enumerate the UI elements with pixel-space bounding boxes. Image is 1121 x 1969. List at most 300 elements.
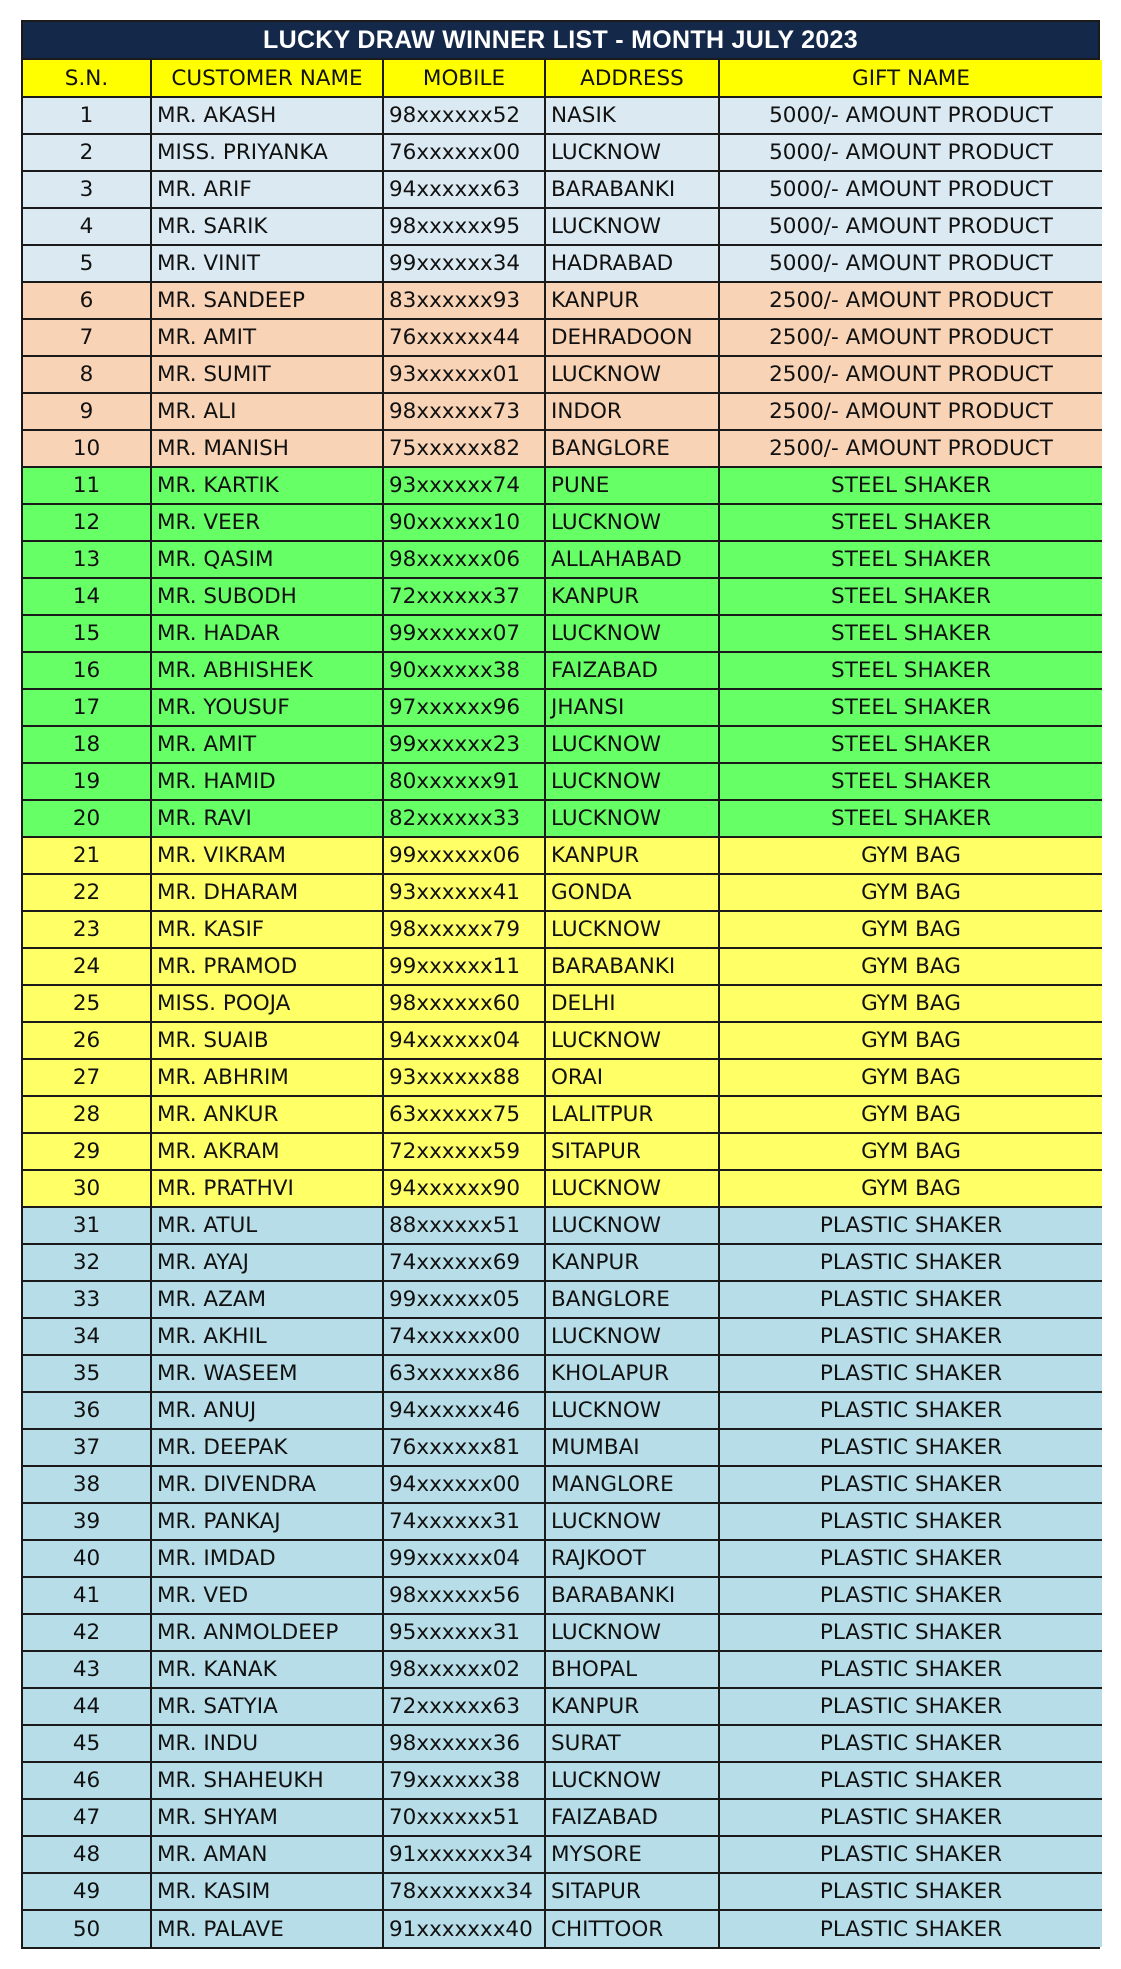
cell-address: LUCKNOW — [545, 1318, 719, 1355]
cell-gift-name: STEEL SHAKER — [719, 763, 1102, 800]
cell-mobile: 83xxxxxx93 — [383, 282, 545, 319]
cell-mobile: 99xxxxxx34 — [383, 245, 545, 282]
table-row — [23, 1392, 1102, 1429]
cell-mobile: 94xxxxxx63 — [383, 171, 545, 208]
cell-sn: 5 — [23, 245, 151, 282]
cell-mobile: 74xxxxxx00 — [383, 1318, 545, 1355]
table-row — [23, 1466, 1102, 1503]
cell-sn: 24 — [23, 948, 151, 985]
cell-customer-name: MR. AZAM — [151, 1281, 383, 1318]
cell-mobile: 99xxxxxx04 — [383, 1540, 545, 1577]
table-row — [23, 911, 1102, 948]
cell-gift-name: GYM BAG — [719, 1096, 1102, 1133]
cell-mobile: 97xxxxxx96 — [383, 689, 545, 726]
cell-customer-name: MR. ARIF — [151, 171, 383, 208]
cell-sn: 4 — [23, 208, 151, 245]
cell-mobile: 93xxxxxx41 — [383, 874, 545, 911]
cell-mobile: 94xxxxxx00 — [383, 1466, 545, 1503]
table-row — [23, 1540, 1102, 1577]
cell-address: JHANSI — [545, 689, 719, 726]
cell-address: LUCKNOW — [545, 356, 719, 393]
cell-customer-name: MR. IMDAD — [151, 1540, 383, 1577]
cell-mobile: 74xxxxxx69 — [383, 1244, 545, 1281]
cell-customer-name: MR. SARIK — [151, 208, 383, 245]
cell-gift-name: STEEL SHAKER — [719, 467, 1102, 504]
table-row — [23, 393, 1102, 430]
cell-sn: 26 — [23, 1022, 151, 1059]
cell-gift-name: PLASTIC SHAKER — [719, 1910, 1102, 1947]
cell-gift-name: 2500/- AMOUNT PRODUCT — [719, 356, 1102, 393]
cell-customer-name: MR. YOUSUF — [151, 689, 383, 726]
cell-gift-name: 5000/- AMOUNT PRODUCT — [719, 97, 1102, 134]
cell-sn: 31 — [23, 1207, 151, 1244]
cell-address: INDOR — [545, 393, 719, 430]
cell-customer-name: MR. DHARAM — [151, 874, 383, 911]
cell-gift-name: PLASTIC SHAKER — [719, 1762, 1102, 1799]
cell-mobile: 88xxxxxx51 — [383, 1207, 545, 1244]
table-row — [23, 282, 1102, 319]
cell-gift-name: PLASTIC SHAKER — [719, 1614, 1102, 1651]
cell-customer-name: MR. QASIM — [151, 541, 383, 578]
cell-sn: 9 — [23, 393, 151, 430]
cell-mobile: 98xxxxxx60 — [383, 985, 545, 1022]
cell-gift-name: PLASTIC SHAKER — [719, 1244, 1102, 1281]
table-row — [23, 97, 1102, 134]
cell-mobile: 63xxxxxx75 — [383, 1096, 545, 1133]
cell-mobile: 91xxxxxxx40 — [383, 1910, 545, 1947]
winner-list-sheet — [21, 20, 1100, 1949]
cell-mobile: 79xxxxxx38 — [383, 1762, 545, 1799]
cell-sn: 28 — [23, 1096, 151, 1133]
cell-gift-name: PLASTIC SHAKER — [719, 1429, 1102, 1466]
cell-mobile: 98xxxxxx52 — [383, 97, 545, 134]
cell-sn: 17 — [23, 689, 151, 726]
table-row — [23, 134, 1102, 171]
cell-gift-name: PLASTIC SHAKER — [719, 1318, 1102, 1355]
cell-gift-name: GYM BAG — [719, 1170, 1102, 1207]
cell-gift-name: 5000/- AMOUNT PRODUCT — [719, 171, 1102, 208]
cell-address: MUMBAI — [545, 1429, 719, 1466]
cell-mobile: 99xxxxxx23 — [383, 726, 545, 763]
cell-address: KANPUR — [545, 1688, 719, 1725]
cell-customer-name: MR. SHYAM — [151, 1799, 383, 1836]
cell-customer-name: MR. AMAN — [151, 1836, 383, 1873]
cell-mobile: 82xxxxxx33 — [383, 800, 545, 837]
cell-sn: 12 — [23, 504, 151, 541]
cell-customer-name: MR. AKHIL — [151, 1318, 383, 1355]
cell-sn: 1 — [23, 97, 151, 134]
cell-mobile: 99xxxxxx07 — [383, 615, 545, 652]
table-row — [23, 1022, 1102, 1059]
cell-gift-name: 5000/- AMOUNT PRODUCT — [719, 245, 1102, 282]
cell-sn: 21 — [23, 837, 151, 874]
table-row — [23, 504, 1102, 541]
table-row — [23, 1429, 1102, 1466]
cell-customer-name: MR. KANAK — [151, 1651, 383, 1688]
cell-customer-name: MR. PANKAJ — [151, 1503, 383, 1540]
header-customer-name: CUSTOMER NAME — [151, 60, 383, 97]
cell-sn: 18 — [23, 726, 151, 763]
cell-customer-name: MR. ATUL — [151, 1207, 383, 1244]
cell-sn: 33 — [23, 1281, 151, 1318]
table-row — [23, 1318, 1102, 1355]
cell-customer-name: MR. KASIM — [151, 1873, 383, 1910]
cell-gift-name: PLASTIC SHAKER — [719, 1540, 1102, 1577]
cell-address: LUCKNOW — [545, 1503, 719, 1540]
cell-gift-name: GYM BAG — [719, 837, 1102, 874]
cell-address: FAIZABAD — [545, 1799, 719, 1836]
cell-sn: 20 — [23, 800, 151, 837]
table-row — [23, 171, 1102, 208]
header-gift-name: GIFT NAME — [719, 60, 1102, 97]
cell-sn: 22 — [23, 874, 151, 911]
cell-gift-name: 2500/- AMOUNT PRODUCT — [719, 319, 1102, 356]
cell-address: ALLAHABAD — [545, 541, 719, 578]
cell-gift-name: PLASTIC SHAKER — [719, 1503, 1102, 1540]
cell-gift-name: STEEL SHAKER — [719, 615, 1102, 652]
cell-mobile: 95xxxxxx31 — [383, 1614, 545, 1651]
cell-gift-name: PLASTIC SHAKER — [719, 1392, 1102, 1429]
table-row — [23, 800, 1102, 837]
cell-address: LUCKNOW — [545, 208, 719, 245]
cell-sn: 37 — [23, 1429, 151, 1466]
cell-sn: 23 — [23, 911, 151, 948]
cell-gift-name: STEEL SHAKER — [719, 800, 1102, 837]
cell-sn: 50 — [23, 1910, 151, 1947]
cell-sn: 3 — [23, 171, 151, 208]
cell-customer-name: MR. ALI — [151, 393, 383, 430]
cell-sn: 43 — [23, 1651, 151, 1688]
cell-gift-name: 5000/- AMOUNT PRODUCT — [719, 134, 1102, 171]
cell-mobile: 91xxxxxxx34 — [383, 1836, 545, 1873]
table-row — [23, 1651, 1102, 1688]
cell-mobile: 98xxxxxx95 — [383, 208, 545, 245]
cell-mobile: 75xxxxxx82 — [383, 430, 545, 467]
cell-mobile: 98xxxxxx36 — [383, 1725, 545, 1762]
cell-address: LALITPUR — [545, 1096, 719, 1133]
cell-customer-name: MR. KASIF — [151, 911, 383, 948]
table-row — [23, 985, 1102, 1022]
table-row — [23, 578, 1102, 615]
cell-customer-name: MR. WASEEM — [151, 1355, 383, 1392]
cell-address: KANPUR — [545, 1244, 719, 1281]
cell-gift-name: GYM BAG — [719, 874, 1102, 911]
cell-address: LUCKNOW — [545, 615, 719, 652]
table-row — [23, 467, 1102, 504]
cell-customer-name: MR. RAVI — [151, 800, 383, 837]
cell-gift-name: PLASTIC SHAKER — [719, 1281, 1102, 1318]
cell-mobile: 93xxxxxx88 — [383, 1059, 545, 1096]
table-row — [23, 1281, 1102, 1318]
cell-gift-name: STEEL SHAKER — [719, 578, 1102, 615]
cell-gift-name: GYM BAG — [719, 911, 1102, 948]
cell-customer-name: MR. SHAHEUKH — [151, 1762, 383, 1799]
cell-sn: 16 — [23, 652, 151, 689]
cell-gift-name: STEEL SHAKER — [719, 726, 1102, 763]
cell-sn: 39 — [23, 1503, 151, 1540]
cell-address: KHOLAPUR — [545, 1355, 719, 1392]
cell-sn: 29 — [23, 1133, 151, 1170]
cell-customer-name: MR. ANMOLDEEP — [151, 1614, 383, 1651]
cell-customer-name: MR. ANUJ — [151, 1392, 383, 1429]
table-row — [23, 1688, 1102, 1725]
cell-customer-name: MR. KARTIK — [151, 467, 383, 504]
cell-sn: 36 — [23, 1392, 151, 1429]
cell-sn: 41 — [23, 1577, 151, 1614]
cell-mobile: 99xxxxxx06 — [383, 837, 545, 874]
cell-customer-name: MR. VIKRAM — [151, 837, 383, 874]
cell-mobile: 98xxxxxx73 — [383, 393, 545, 430]
cell-mobile: 76xxxxxx00 — [383, 134, 545, 171]
table-row — [23, 208, 1102, 245]
header-mobile: MOBILE — [383, 60, 545, 97]
cell-address: MANGLORE — [545, 1466, 719, 1503]
cell-sn: 13 — [23, 541, 151, 578]
cell-address: LUCKNOW — [545, 1170, 719, 1207]
cell-sn: 35 — [23, 1355, 151, 1392]
cell-mobile: 72xxxxxx59 — [383, 1133, 545, 1170]
table-row — [23, 319, 1102, 356]
header-sn: S.N. — [23, 60, 151, 97]
cell-address: CHITTOOR — [545, 1910, 719, 1947]
cell-gift-name: GYM BAG — [719, 1133, 1102, 1170]
table-row — [23, 1799, 1102, 1836]
cell-gift-name: GYM BAG — [719, 985, 1102, 1022]
cell-sn: 25 — [23, 985, 151, 1022]
cell-address: ORAI — [545, 1059, 719, 1096]
cell-customer-name: MR. SATYIA — [151, 1688, 383, 1725]
cell-customer-name: MR. HADAR — [151, 615, 383, 652]
cell-address: KANPUR — [545, 837, 719, 874]
cell-mobile: 70xxxxxx51 — [383, 1799, 545, 1836]
table-row — [23, 1503, 1102, 1540]
cell-address: SITAPUR — [545, 1133, 719, 1170]
cell-customer-name: MR. DIVENDRA — [151, 1466, 383, 1503]
cell-address: BANGLORE — [545, 430, 719, 467]
cell-gift-name: PLASTIC SHAKER — [719, 1873, 1102, 1910]
cell-address: BANGLORE — [545, 1281, 719, 1318]
cell-sn: 45 — [23, 1725, 151, 1762]
cell-address: LUCKNOW — [545, 726, 719, 763]
table-row — [23, 1096, 1102, 1133]
cell-address: SURAT — [545, 1725, 719, 1762]
cell-address: LUCKNOW — [545, 1022, 719, 1059]
cell-address: KANPUR — [545, 578, 719, 615]
cell-mobile: 99xxxxxx11 — [383, 948, 545, 985]
winner-table — [23, 60, 1102, 1947]
cell-customer-name: MR. AMIT — [151, 319, 383, 356]
cell-sn: 11 — [23, 467, 151, 504]
cell-sn: 49 — [23, 1873, 151, 1910]
cell-gift-name: PLASTIC SHAKER — [719, 1207, 1102, 1244]
cell-customer-name: MR. AYAJ — [151, 1244, 383, 1281]
table-row — [23, 1910, 1102, 1947]
table-row — [23, 1762, 1102, 1799]
cell-customer-name: MISS. POOJA — [151, 985, 383, 1022]
cell-customer-name: MR. ABHISHEK — [151, 652, 383, 689]
cell-address: DEHRADOON — [545, 319, 719, 356]
cell-address: KANPUR — [545, 282, 719, 319]
cell-customer-name: MR. SUBODH — [151, 578, 383, 615]
cell-sn: 48 — [23, 1836, 151, 1873]
cell-sn: 15 — [23, 615, 151, 652]
cell-gift-name: PLASTIC SHAKER — [719, 1577, 1102, 1614]
cell-mobile: 80xxxxxx91 — [383, 763, 545, 800]
cell-customer-name: MR. PRATHVI — [151, 1170, 383, 1207]
cell-customer-name: MISS. PRIYANKA — [151, 134, 383, 171]
cell-gift-name: PLASTIC SHAKER — [719, 1688, 1102, 1725]
cell-customer-name: MR. HAMID — [151, 763, 383, 800]
table-row — [23, 874, 1102, 911]
cell-sn: 8 — [23, 356, 151, 393]
table-row — [23, 615, 1102, 652]
cell-sn: 38 — [23, 1466, 151, 1503]
cell-mobile: 98xxxxxx79 — [383, 911, 545, 948]
cell-sn: 34 — [23, 1318, 151, 1355]
cell-customer-name: MR. DEEPAK — [151, 1429, 383, 1466]
table-row — [23, 837, 1102, 874]
table-row — [23, 541, 1102, 578]
cell-gift-name: STEEL SHAKER — [719, 652, 1102, 689]
table-row — [23, 948, 1102, 985]
table-row — [23, 1725, 1102, 1762]
cell-gift-name: PLASTIC SHAKER — [719, 1651, 1102, 1688]
cell-mobile: 76xxxxxx44 — [383, 319, 545, 356]
winner-rows — [23, 97, 1102, 1947]
cell-address: FAIZABAD — [545, 652, 719, 689]
table-row — [23, 1133, 1102, 1170]
cell-mobile: 72xxxxxx37 — [383, 578, 545, 615]
cell-address: PUNE — [545, 467, 719, 504]
cell-mobile: 99xxxxxx05 — [383, 1281, 545, 1318]
cell-sn: 6 — [23, 282, 151, 319]
cell-mobile: 72xxxxxx63 — [383, 1688, 545, 1725]
cell-customer-name: MR. AKASH — [151, 97, 383, 134]
table-row — [23, 1059, 1102, 1096]
cell-customer-name: MR. AMIT — [151, 726, 383, 763]
cell-address: LUCKNOW — [545, 134, 719, 171]
table-row — [23, 1577, 1102, 1614]
cell-address: NASIK — [545, 97, 719, 134]
cell-address: BARABANKI — [545, 1577, 719, 1614]
cell-mobile: 93xxxxxx01 — [383, 356, 545, 393]
cell-customer-name: MR. SANDEEP — [151, 282, 383, 319]
cell-address: LUCKNOW — [545, 911, 719, 948]
cell-customer-name: MR. MANISH — [151, 430, 383, 467]
cell-customer-name: MR. PALAVE — [151, 1910, 383, 1947]
cell-gift-name: 2500/- AMOUNT PRODUCT — [719, 430, 1102, 467]
cell-customer-name: MR. ABHRIM — [151, 1059, 383, 1096]
cell-address: LUCKNOW — [545, 763, 719, 800]
table-row — [23, 763, 1102, 800]
cell-address: LUCKNOW — [545, 1207, 719, 1244]
table-row — [23, 1170, 1102, 1207]
cell-customer-name: MR. VED — [151, 1577, 383, 1614]
cell-sn: 32 — [23, 1244, 151, 1281]
cell-sn: 14 — [23, 578, 151, 615]
table-row — [23, 1244, 1102, 1281]
cell-mobile: 98xxxxxx56 — [383, 1577, 545, 1614]
table-row — [23, 430, 1102, 467]
table-row — [23, 1873, 1102, 1910]
cell-address: LUCKNOW — [545, 800, 719, 837]
table-row — [23, 1836, 1102, 1873]
cell-sn: 46 — [23, 1762, 151, 1799]
cell-address: SITAPUR — [545, 1873, 719, 1910]
cell-customer-name: MR. SUAIB — [151, 1022, 383, 1059]
cell-sn: 2 — [23, 134, 151, 171]
cell-gift-name: STEEL SHAKER — [719, 541, 1102, 578]
cell-sn: 40 — [23, 1540, 151, 1577]
cell-mobile: 74xxxxxx31 — [383, 1503, 545, 1540]
header-row — [23, 60, 1102, 97]
cell-address: RAJKOOT — [545, 1540, 719, 1577]
table-row — [23, 1614, 1102, 1651]
cell-customer-name: MR. VEER — [151, 504, 383, 541]
table-row — [23, 356, 1102, 393]
cell-mobile: 94xxxxxx04 — [383, 1022, 545, 1059]
table-row — [23, 689, 1102, 726]
cell-mobile: 90xxxxxx10 — [383, 504, 545, 541]
cell-mobile: 63xxxxxx86 — [383, 1355, 545, 1392]
cell-gift-name: GYM BAG — [719, 948, 1102, 985]
cell-address: LUCKNOW — [545, 504, 719, 541]
cell-mobile: 78xxxxxxx34 — [383, 1873, 545, 1910]
cell-gift-name: GYM BAG — [719, 1022, 1102, 1059]
cell-gift-name: PLASTIC SHAKER — [719, 1799, 1102, 1836]
cell-address: BARABANKI — [545, 948, 719, 985]
cell-customer-name: MR. INDU — [151, 1725, 383, 1762]
cell-sn: 30 — [23, 1170, 151, 1207]
table-row — [23, 652, 1102, 689]
cell-gift-name: 2500/- AMOUNT PRODUCT — [719, 393, 1102, 430]
cell-customer-name: MR. SUMIT — [151, 356, 383, 393]
cell-mobile: 76xxxxxx81 — [383, 1429, 545, 1466]
cell-mobile: 93xxxxxx74 — [383, 467, 545, 504]
cell-address: MYSORE — [545, 1836, 719, 1873]
cell-address: LUCKNOW — [545, 1392, 719, 1429]
cell-gift-name: 2500/- AMOUNT PRODUCT — [719, 282, 1102, 319]
cell-mobile: 90xxxxxx38 — [383, 652, 545, 689]
cell-mobile: 98xxxxxx02 — [383, 1651, 545, 1688]
cell-sn: 44 — [23, 1688, 151, 1725]
cell-sn: 10 — [23, 430, 151, 467]
table-row — [23, 245, 1102, 282]
cell-sn: 19 — [23, 763, 151, 800]
cell-gift-name: GYM BAG — [719, 1059, 1102, 1096]
cell-customer-name: MR. AKRAM — [151, 1133, 383, 1170]
cell-mobile: 98xxxxxx06 — [383, 541, 545, 578]
table-row — [23, 1207, 1102, 1244]
cell-address: HADRABAD — [545, 245, 719, 282]
cell-gift-name: PLASTIC SHAKER — [719, 1355, 1102, 1392]
cell-address: DELHI — [545, 985, 719, 1022]
cell-customer-name: MR. ANKUR — [151, 1096, 383, 1133]
cell-gift-name: 5000/- AMOUNT PRODUCT — [719, 208, 1102, 245]
table-row — [23, 1355, 1102, 1392]
header-address: ADDRESS — [545, 60, 719, 97]
cell-address: BHOPAL — [545, 1651, 719, 1688]
cell-sn: 7 — [23, 319, 151, 356]
cell-gift-name: PLASTIC SHAKER — [719, 1836, 1102, 1873]
cell-address: LUCKNOW — [545, 1762, 719, 1799]
cell-gift-name: PLASTIC SHAKER — [719, 1466, 1102, 1503]
sheet-title: LUCKY DRAW WINNER LIST - MONTH JULY 2023 — [23, 22, 1098, 60]
cell-mobile: 94xxxxxx46 — [383, 1392, 545, 1429]
cell-sn: 47 — [23, 1799, 151, 1836]
cell-address: BARABANKI — [545, 171, 719, 208]
cell-customer-name: MR. VINIT — [151, 245, 383, 282]
